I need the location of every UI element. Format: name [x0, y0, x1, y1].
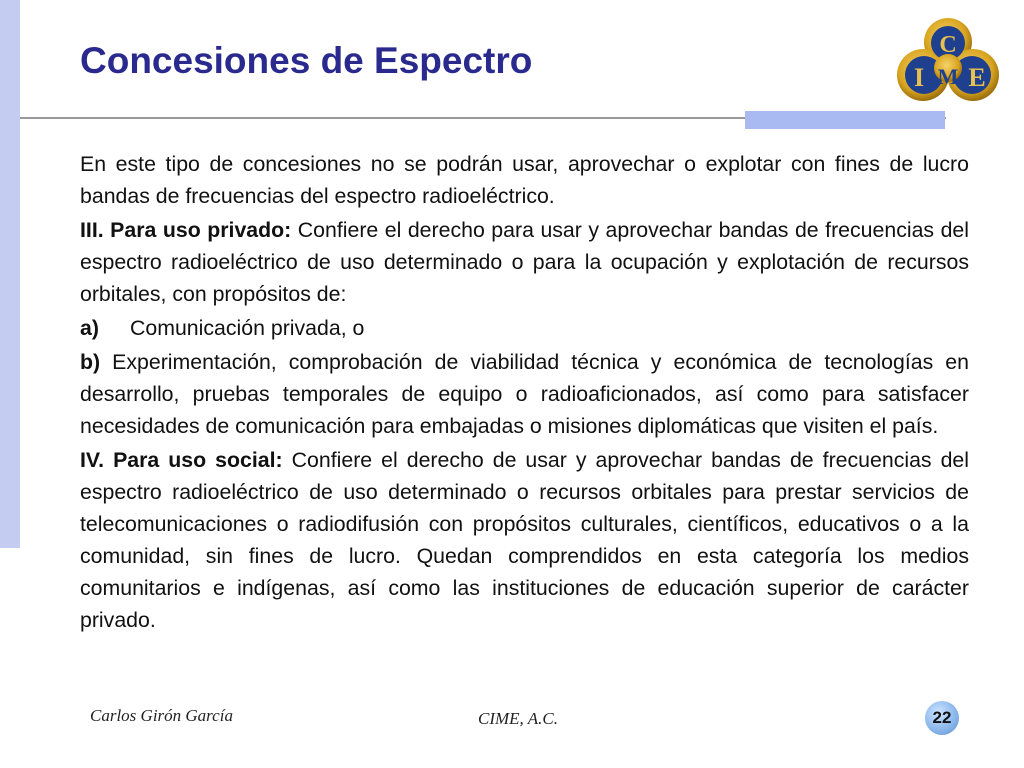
svg-text:I: I	[913, 63, 925, 92]
svg-text:E: E	[968, 63, 986, 92]
section-iv-paragraph	[80, 444, 969, 636]
footer-author: Carlos Girón García	[90, 706, 233, 725]
section-iv-heading: IV. Para uso social:	[80, 448, 283, 472]
svg-text:M: M	[937, 64, 959, 89]
section-iii-heading: III. Para uso privado:	[80, 218, 292, 242]
intro-text: En este tipo de concesiones no se podrán usar, aprovechar o explotar con fines de lucro bandas de frecuencias del espectro radioeléctrico.	[80, 152, 969, 208]
item-a-text: Comunicación privada, o	[130, 316, 365, 340]
item-a-paragraph	[80, 312, 969, 344]
cime-logo	[893, 12, 1003, 112]
slide-body	[80, 148, 969, 638]
section-iii-text: Confiere el derecho para usar y aprovechar bandas de frecuencias del espectro radioeléctrico de uso determinado o para la ocupación y explotación de recursos orbitales, con propósitos de:	[80, 218, 969, 306]
section-iv-text: Confiere el derecho de usar y aprovechar bandas de frecuencias del espectro radioeléctrico de uso determinado o recursos orbitales para prestar servicios de telecomunicaciones o radiodifusión con propósitos culturales, científicos, educativos o a la comunidad, sin fines de lucro. Quedan comprendidos en esta categoría los medios comunitarios e indígenas, así como las instituciones de educación superior de carácter privado.	[80, 448, 969, 632]
intro-paragraph	[80, 148, 969, 212]
accent-bar	[745, 111, 945, 129]
slide-title: Concesiones de Espectro	[80, 40, 533, 81]
item-b-text: Experimentación, comprobación de viabilidad técnica y económica de tecnologías en desarrollo, pruebas temporales de equipo o radioaficionados, así como para satisfacer necesidades de comunicación para embajadas o misiones diplomáticas que visiten el país.	[80, 350, 969, 438]
section-iii-paragraph	[80, 214, 969, 310]
footer-organization: CIME, A.C.	[478, 709, 558, 728]
item-b-marker: b)	[80, 350, 101, 374]
svg-text:C: C	[939, 32, 957, 58]
page-number-badge: 22	[925, 701, 959, 735]
left-decorative-bar	[0, 0, 20, 548]
item-b-paragraph	[80, 346, 969, 442]
item-a-marker: a)	[80, 316, 99, 340]
